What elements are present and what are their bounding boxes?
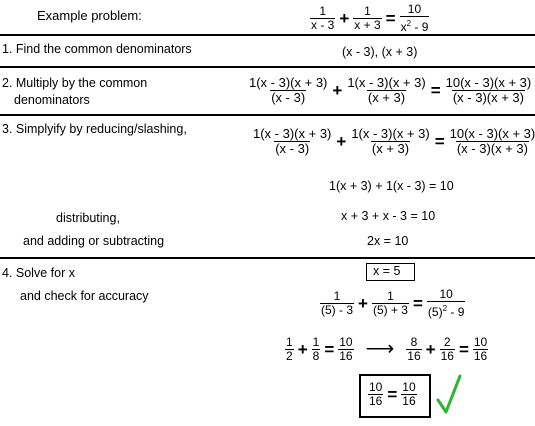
divider (0, 257, 535, 259)
step4-label: 4. Solve for x (2, 266, 75, 280)
equals-sign: = (430, 81, 441, 100)
checkmark-icon (436, 374, 462, 416)
step2-fraction-2: $\frac{1(x - 3)(x + 3)}{(x + 3)}$ (347, 75, 426, 105)
example-fraction-1: $\frac{1}{x - 3}$ (311, 4, 335, 32)
substitution-fraction-2: $\frac{1}{(5) + 3}$ (372, 289, 408, 317)
equals-sign: = (412, 294, 423, 313)
substitution-fraction-1: $\frac{1}{(5) - 3}$ (321, 289, 354, 317)
final-answer-box (359, 374, 431, 418)
step3-added-line: 2x = 10 (367, 234, 409, 248)
equals-sign: = (385, 9, 396, 28)
example-label: Example problem: (37, 8, 142, 23)
final-fraction-right: $\frac{10}{16}$ (402, 380, 416, 408)
step2-equation (248, 76, 532, 105)
example-equation (310, 3, 429, 34)
step1-result: (x - 3), (x + 3) (342, 45, 418, 59)
plus-sign: + (358, 294, 368, 313)
adding-label: and adding or subtracting (23, 234, 165, 248)
step3-fraction-1: $\frac{1(x - 3)(x + 3)}{(x - 3)}$ (253, 126, 332, 156)
final-equation (368, 381, 417, 408)
plus-sign: + (339, 9, 350, 28)
plus-sign: + (297, 340, 308, 359)
plus-sign: + (425, 340, 436, 359)
divider (0, 34, 535, 36)
plus-sign: + (336, 132, 347, 151)
substitution-equation (320, 288, 465, 319)
divider (0, 66, 535, 68)
fraction-a: $\frac{1}{2}$ (286, 335, 293, 363)
fraction-e: $\frac{2}{16}$ (440, 335, 454, 363)
arrow-icon: ⟶ (365, 338, 395, 360)
step3-fraction-2: $\frac{1(x - 3)(x + 3)}{(x + 3)}$ (351, 126, 430, 156)
step2-label-line1: 2. Multiply by the common (2, 76, 148, 90)
step2-label-line2: denominators (14, 93, 90, 107)
example-fraction-2: $\frac{1}{x + 3}$ (354, 4, 381, 32)
equals-sign: = (458, 340, 469, 359)
plus-sign: + (332, 81, 343, 100)
fraction-c: $\frac{10}{16}$ (339, 335, 353, 363)
check-label: and check for accuracy (20, 289, 149, 303)
simplified-sum-equation (285, 336, 488, 363)
step3-equation (252, 127, 535, 156)
equals-sign: = (324, 340, 335, 359)
step3-distributed-line: x + 3 + x - 3 = 10 (341, 209, 436, 223)
step2-fraction-3: $\frac{10(x - 3)(x + 3)}{(x - 3)(x + 3)}$ (445, 75, 532, 105)
divider (0, 114, 535, 116)
fraction-g: $\frac{10}{16}$ (473, 335, 488, 363)
fraction-b: $\frac{1}{8}$ (312, 335, 320, 363)
step3-fraction-3: $\frac{10(x - 3)(x + 3)}{(x - 3)(x + 3)}$ (449, 126, 535, 156)
step1-label: 1. Find the common denominators (2, 42, 192, 56)
equals-sign: = (434, 132, 445, 151)
solution-value: x = 5 (373, 264, 401, 278)
final-fraction-left: $\frac{10}{16}$ (369, 380, 383, 408)
substitution-fraction-3: $\frac{10}{(5)^2 - 9}$ (427, 287, 465, 319)
distributing-label: distributing, (56, 211, 120, 225)
fraction-d: $\frac{8}{16}$ (407, 335, 421, 363)
step3-label: 3. Simplyify by reducing/slashing, (2, 122, 187, 136)
equals-sign: = (387, 385, 398, 404)
example-fraction-3: $\frac{10}{x^2 - 9}$ (400, 2, 429, 34)
step2-fraction-1: $\frac{1(x - 3)(x + 3)}{(x - 3)}$ (249, 75, 328, 105)
step3-reduced-line: 1(x + 3) + 1(x - 3) = 10 (329, 179, 454, 193)
solution-box (366, 263, 415, 281)
